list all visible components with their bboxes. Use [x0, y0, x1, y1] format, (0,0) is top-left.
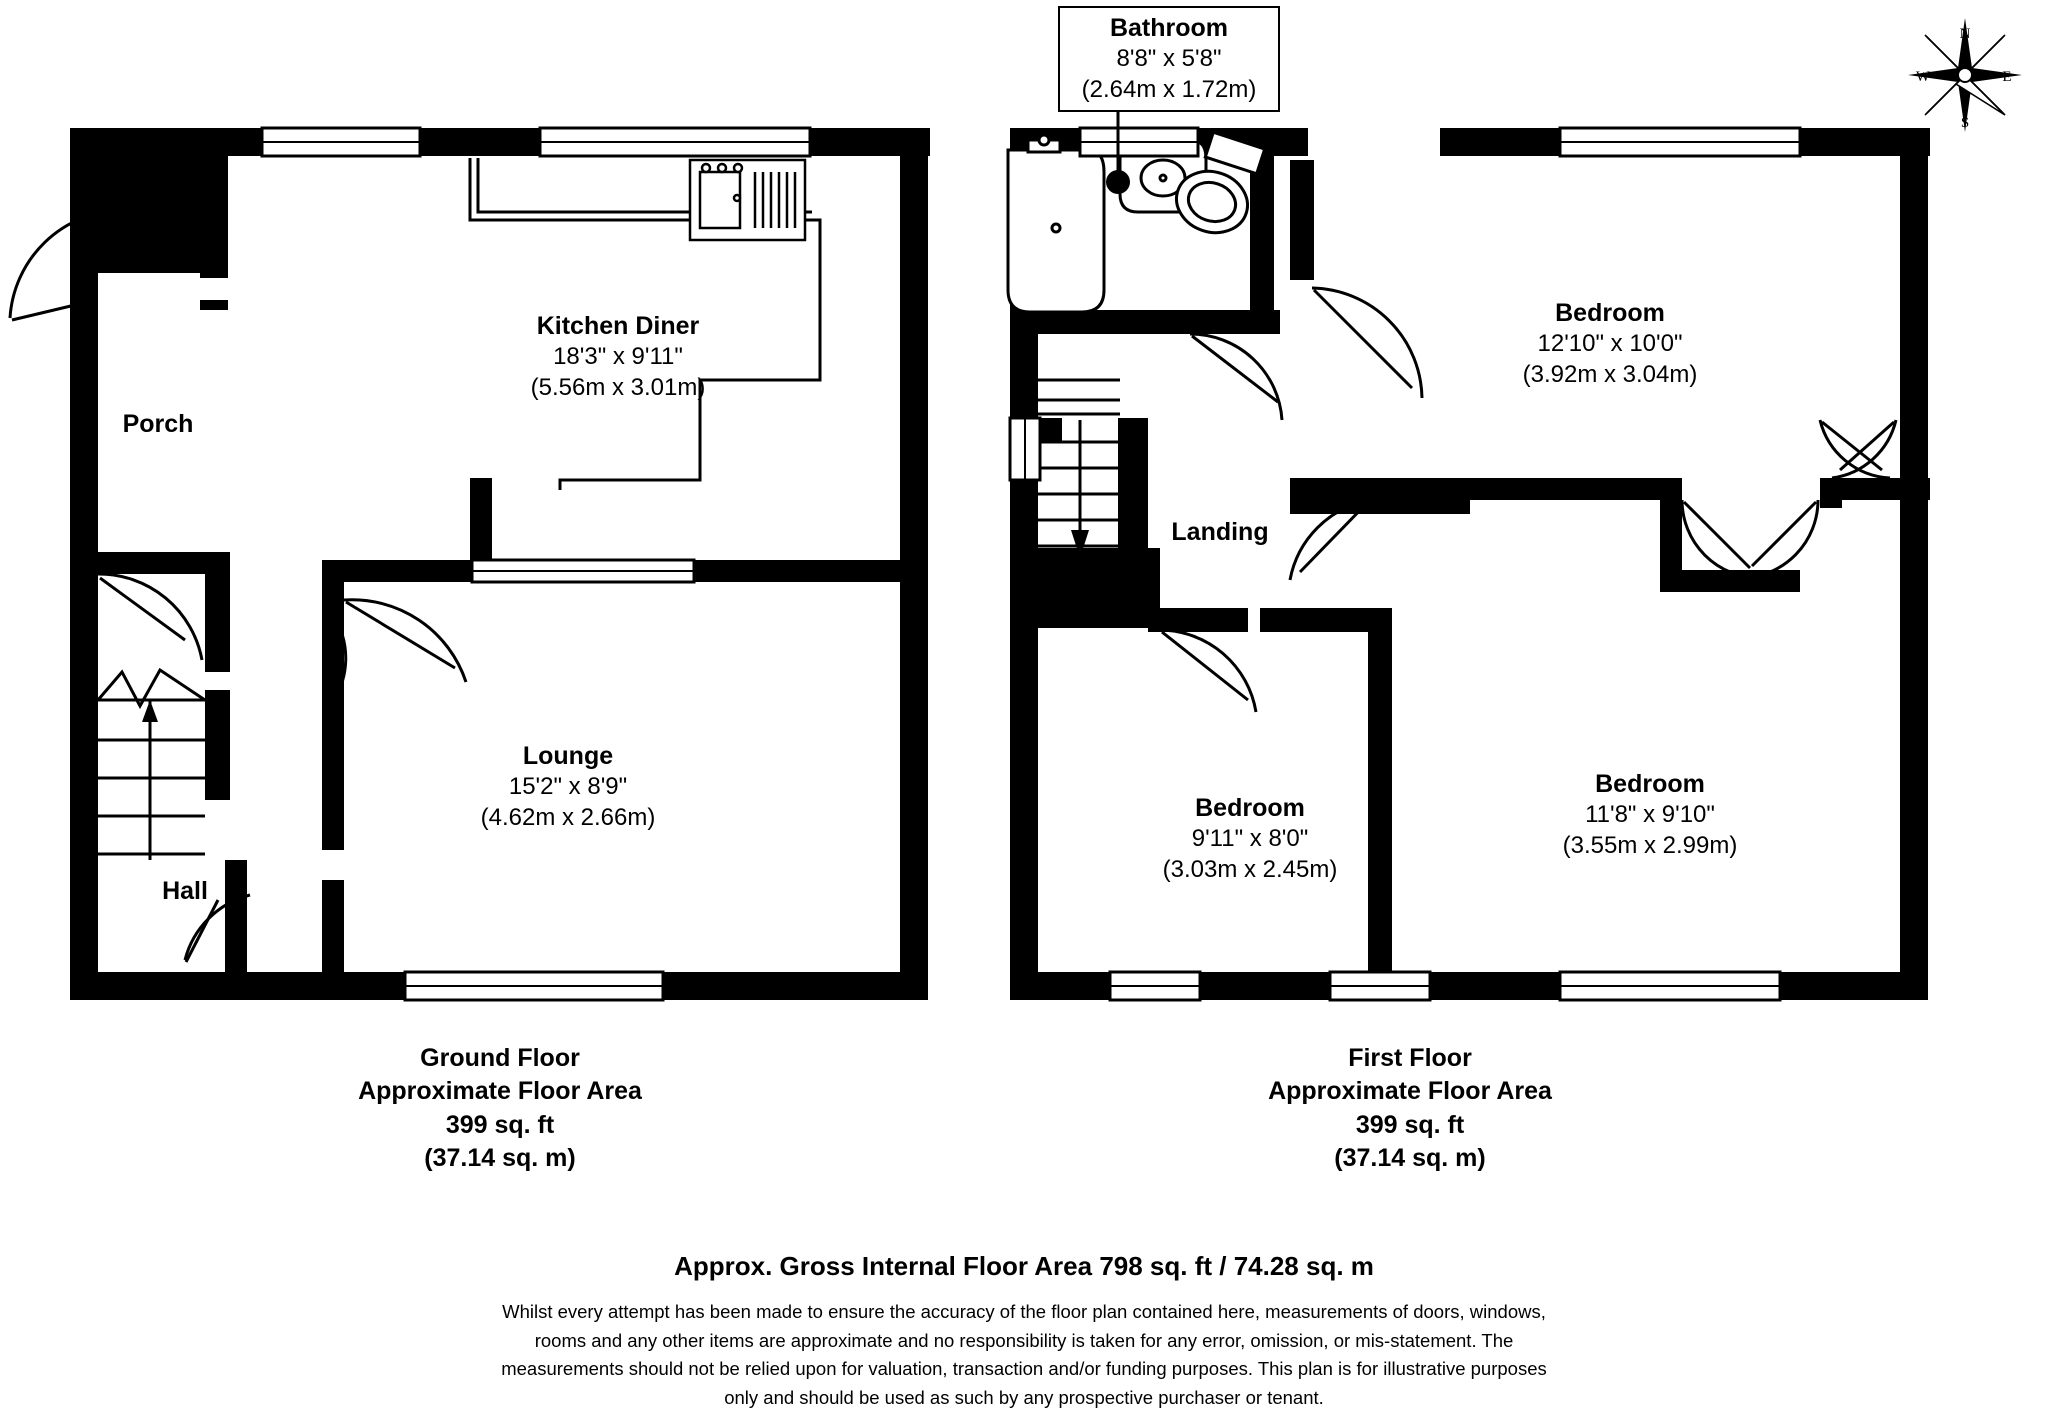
compass-west-label: W: [1915, 69, 1931, 85]
disclaimer-text: [424, 1298, 1624, 1413]
room-dim-imperial: 12'10" x 10'0": [1537, 330, 1683, 357]
disclaimer-line: rooms and any other items are approximate and no responsibility is taken for any error, omission, or mis-statement. The: [534, 1329, 1514, 1351]
room-dim-metric: (3.92m x 3.04m): [1522, 360, 1698, 388]
room-dim-imperial: 9'11" x 8'0": [1191, 825, 1309, 852]
room-name: Kitchen Diner: [536, 312, 700, 340]
compass-south-label: S: [1960, 115, 1970, 131]
callout-leader-line: [1110, 110, 1150, 190]
room-dim-metric: (2.64m x 1.72m): [1081, 75, 1257, 103]
room-name: Bathroom: [1109, 14, 1229, 42]
room-name: Bedroom: [1595, 770, 1705, 798]
caption-line: 399 sq. ft: [445, 1110, 555, 1139]
room-dim-imperial: 15'2" x 8'9": [508, 773, 628, 800]
caption-line: Approximate Floor Area: [358, 1077, 642, 1106]
room-label-bedroom-2: [1460, 768, 1840, 861]
room-name: Lounge: [522, 742, 614, 770]
room-name: Bedroom: [1195, 794, 1305, 822]
room-name: Bedroom: [1555, 299, 1665, 327]
ground-floor-caption: [200, 1042, 800, 1175]
room-dim-metric: (5.56m x 3.01m): [530, 373, 706, 401]
room-dim-imperial: 11'8" x 9'10": [1585, 801, 1715, 828]
caption-line: First Floor: [1348, 1044, 1472, 1072]
disclaimer-line: only and should be used as such by any prospective purchaser or tenant.: [724, 1387, 1324, 1409]
room-dim-imperial: 18'3" x 9'11": [553, 343, 683, 370]
caption-line: 399 sq. ft: [1355, 1110, 1465, 1139]
room-dim-imperial: 8'8" x 5'8": [1116, 45, 1222, 72]
disclaimer-line: measurements should not be relied upon for valuation, transaction and/or funding purposes. This plan is for illustrative purposes: [501, 1358, 1547, 1380]
caption-line: (37.14 sq. m): [424, 1143, 576, 1172]
disclaimer-line: Whilst every attempt has been made to ensure the accuracy of the floor plan contained here, measurements of doors, windows,: [502, 1301, 1546, 1322]
room-label-porch: Porch: [122, 410, 194, 438]
room-label-landing: Landing: [1171, 518, 1269, 546]
caption-line: Ground Floor: [420, 1044, 580, 1072]
gross-area-text: Approx. Gross Internal Floor Area 798 sq. ft / 74.28 sq. m: [674, 1251, 1374, 1281]
compass-rose: [1900, 10, 2030, 140]
compass-east-label: E: [2002, 69, 2012, 85]
room-dim-metric: (4.62m x 2.66m): [480, 803, 656, 831]
bathroom-callout: [1058, 6, 1280, 112]
room-label-bedroom-1: [1420, 297, 1800, 390]
first-floor-caption: [1110, 1042, 1710, 1175]
room-dim-metric: (3.55m x 2.99m): [1562, 831, 1738, 859]
compass-north-label: N: [1959, 26, 1971, 42]
room-label-kitchen-diner: [418, 310, 818, 403]
room-label-hall: Hall: [162, 877, 208, 905]
room-label-lounge: [418, 740, 718, 833]
caption-line: (37.14 sq. m): [1334, 1143, 1486, 1172]
caption-line: Approximate Floor Area: [1268, 1077, 1552, 1106]
room-label-bedroom-3: [1060, 792, 1440, 885]
room-dim-metric: (3.03m x 2.45m): [1162, 855, 1338, 883]
